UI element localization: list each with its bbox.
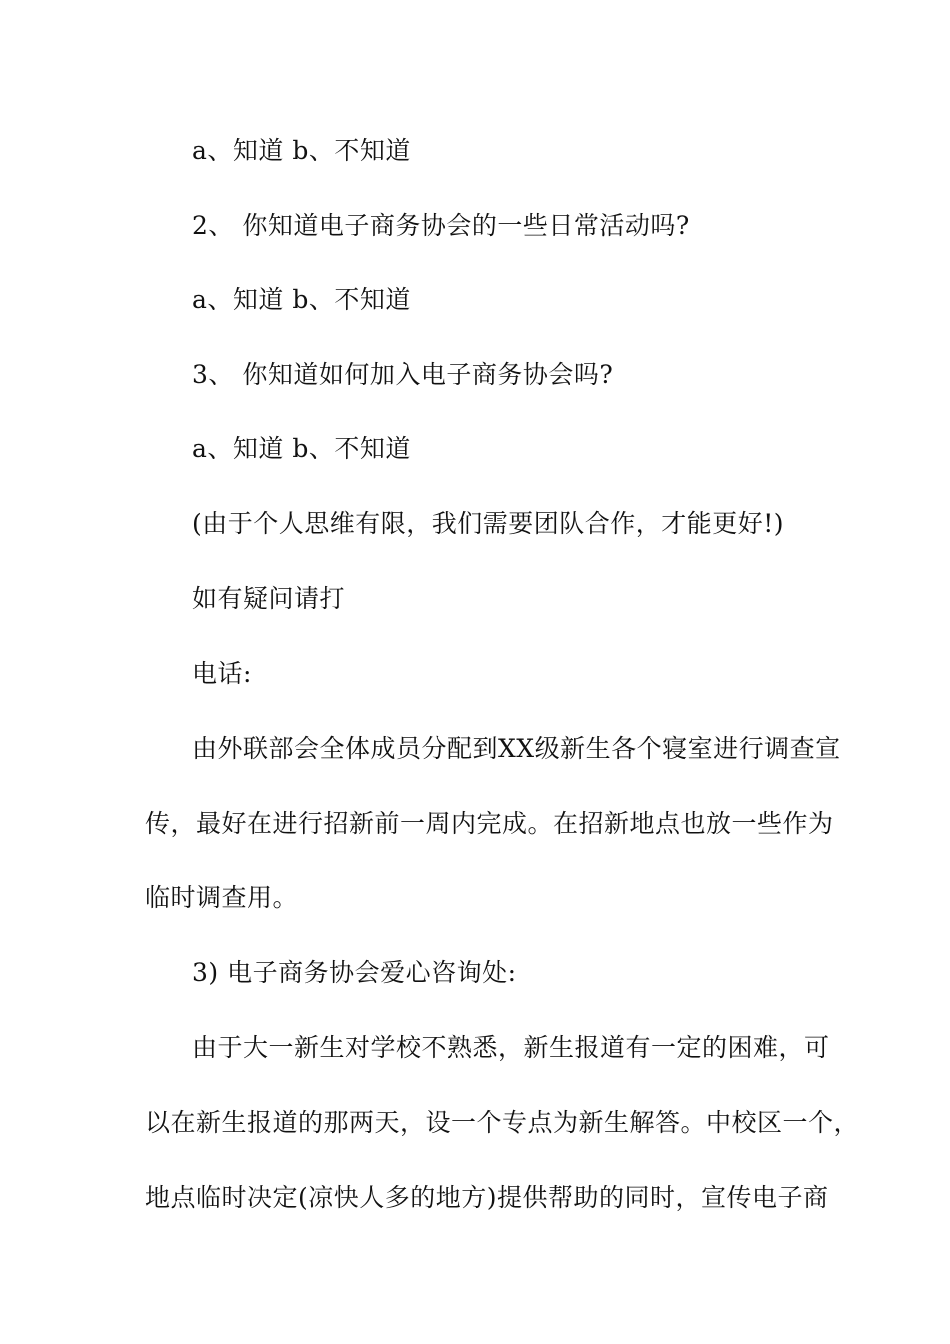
answer-options-1: a、知道 b、不知道 [192,136,411,165]
question-2: 2、 你知道电子商务协会的一些日常活动吗? [192,211,690,240]
consult-paragraph-line-2: 以在新生报道的那两天，设一个专点为新生解答。中校区一个， [145,1108,860,1137]
survey-paragraph-line-2: 传，最好在进行招新前一周内完成。在招新地点也放一些作为 [145,809,834,838]
contact-prompt: 如有疑问请打 [192,584,346,613]
section-heading-consult: 3) 电子商务协会爱心咨询处: [192,958,517,987]
answer-options-2: a、知道 b、不知道 [192,285,411,314]
survey-paragraph-line-3: 临时调查用。 [145,883,299,912]
phone-label: 电话: [192,659,252,688]
question-3: 3、 你知道如何加入电子商务协会吗? [192,360,614,389]
teamwork-note: (由于个人思维有限，我们需要团队合作，才能更好!) [192,509,785,538]
consult-paragraph-line-3: 地点临时决定(凉快人多的地方)提供帮助的同时，宣传电子商 [145,1183,829,1212]
survey-paragraph-line-1: 由外联部会全体成员分配到XX级新生各个寝室进行调查宣 [192,734,841,763]
consult-paragraph-line-1: 由于大一新生对学校不熟悉，新生报道有一定的困难，可 [192,1033,830,1062]
answer-options-3: a、知道 b、不知道 [192,434,411,463]
